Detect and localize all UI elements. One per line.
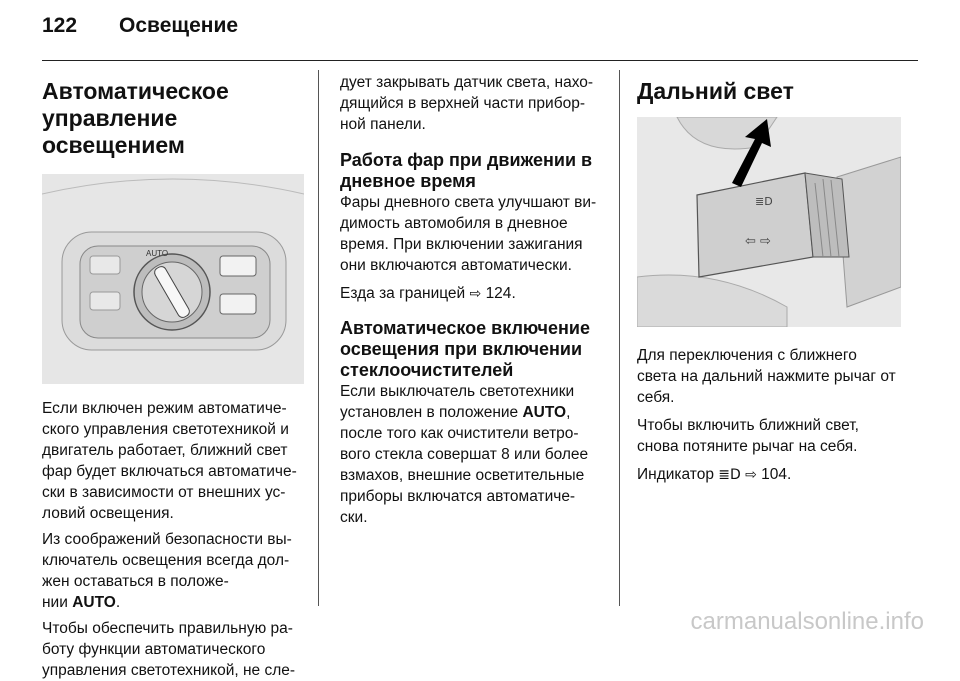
page-ref-icon: ⇨ — [745, 466, 757, 482]
text-line: дящийся в верхней части прибор- — [340, 95, 585, 112]
text-line: света на дальний нажмите рычаг от — [637, 368, 896, 385]
text-line: Езда за границей — [340, 285, 470, 302]
stalk-illustration — [637, 117, 901, 327]
paragraph-low-beam — [637, 415, 905, 457]
text-line: ловий освещения. — [42, 505, 174, 522]
stalk-drawing — [637, 117, 901, 327]
text-line: димость автомобиля в дневное — [340, 215, 568, 232]
page-ref[interactable]: 104 — [761, 466, 788, 483]
high-beam-icon: ≣D — [755, 195, 773, 208]
header-rule — [42, 60, 918, 61]
heading-line: управление освещением — [42, 105, 185, 158]
column-3 — [637, 72, 905, 486]
heading-line: стеклоочистителей — [340, 360, 514, 380]
paragraph-2 — [42, 529, 306, 613]
text-line: управления светотехникой, не сле- — [42, 662, 296, 679]
heading-line: Автоматическое — [42, 78, 229, 104]
text-line: ского управления светотехникой и — [42, 421, 289, 438]
text-line: Чтобы включить ближний свет, — [637, 417, 859, 434]
paragraph-daytime — [340, 192, 608, 276]
text-line: дует закрывать датчик света, нахо- — [340, 74, 594, 91]
punctuation: . — [115, 594, 121, 611]
paragraph-3 — [42, 618, 306, 681]
text-line: ски в зависимости от внешних ус- — [42, 484, 286, 501]
text-line: ной панели. — [340, 116, 426, 133]
text-line: себя. — [637, 389, 675, 406]
page-header — [42, 14, 238, 44]
section-heading-high-beam: Дальний свет — [637, 78, 794, 104]
heading-line: дневное время — [340, 171, 476, 191]
page-number: 122 — [42, 14, 78, 37]
auto-label: AUTO — [146, 249, 169, 258]
text-line: ключатель освещения всегда дол- — [42, 552, 290, 569]
turn-arrows-icon: ⇦ ⇨ — [745, 234, 771, 249]
paragraph-indicator: Индикатор ≣D ⇨ 104. — [637, 466, 792, 483]
paragraph-high-beam — [637, 345, 905, 408]
column-1 — [42, 72, 306, 681]
text-line: Для переключения с ближнего — [637, 347, 857, 364]
text-line: ски. — [340, 509, 368, 526]
text-line: Если включен режим автоматиче- — [42, 400, 287, 417]
page-ref[interactable]: 124 — [485, 285, 512, 302]
column-2 — [340, 72, 608, 528]
column-divider-1 — [318, 70, 319, 606]
heading-line: Автоматическое включение — [340, 318, 590, 338]
heading-line: освещения при включении — [340, 339, 583, 359]
section-heading-wiper-lights — [340, 318, 608, 381]
paragraph-continued — [340, 72, 608, 135]
text-line: Фары дневного света улучшают ви- — [340, 194, 597, 211]
paragraph-1 — [42, 398, 306, 524]
text-line: после того как очистители ветро- — [340, 425, 579, 442]
auto-keyword: AUTO — [72, 594, 116, 611]
page-ref-icon: ⇨ — [469, 285, 482, 301]
text-line: приборы включатся автоматиче- — [340, 488, 576, 505]
text-line: боту функции автоматического — [42, 641, 266, 658]
text-line: фар будет включаться автоматиче- — [42, 463, 297, 480]
text-line: вого стекла совершат 8 или более — [340, 446, 589, 463]
paragraph-wiper — [340, 381, 608, 528]
watermark: carmanualsonline.info — [690, 608, 924, 635]
auto-keyword: AUTO — [522, 404, 567, 421]
text-line: Индикатор — [637, 466, 719, 483]
text-line: установлен в положение — [340, 404, 523, 421]
text-line: время. При включении зажигания — [340, 236, 583, 253]
punctuation: , — [566, 404, 571, 421]
column-divider-2 — [619, 70, 620, 606]
heading-line: Работа фар при движении в — [340, 150, 593, 170]
page-title: Освещение — [119, 14, 239, 37]
high-beam-indicator-icon: ≣D — [718, 467, 741, 483]
paragraph-abroad: Езда за границей ⇨ 124. — [340, 285, 516, 302]
text-line: двигатель работает, ближний свет — [42, 442, 288, 459]
text-line: взмахов, внешние осветительные — [340, 467, 585, 484]
text-line: нии — [42, 594, 73, 611]
text-line: жен оставаться в положе- — [42, 573, 229, 590]
text-line: снова потяните рычаг на себя. — [637, 438, 858, 455]
section-heading-daytime-lights — [340, 150, 608, 192]
text-line: Чтобы обеспечить правильную ра- — [42, 620, 293, 637]
light-switch-illustration — [42, 174, 304, 384]
text-line: Если выключатель светотехники — [340, 383, 575, 400]
text-line: они включаются автоматически. — [340, 257, 572, 274]
text-line: Из соображений безопасности вы- — [42, 531, 292, 548]
section-heading-auto-lighting — [42, 78, 306, 159]
light-switch-drawing — [42, 174, 304, 384]
